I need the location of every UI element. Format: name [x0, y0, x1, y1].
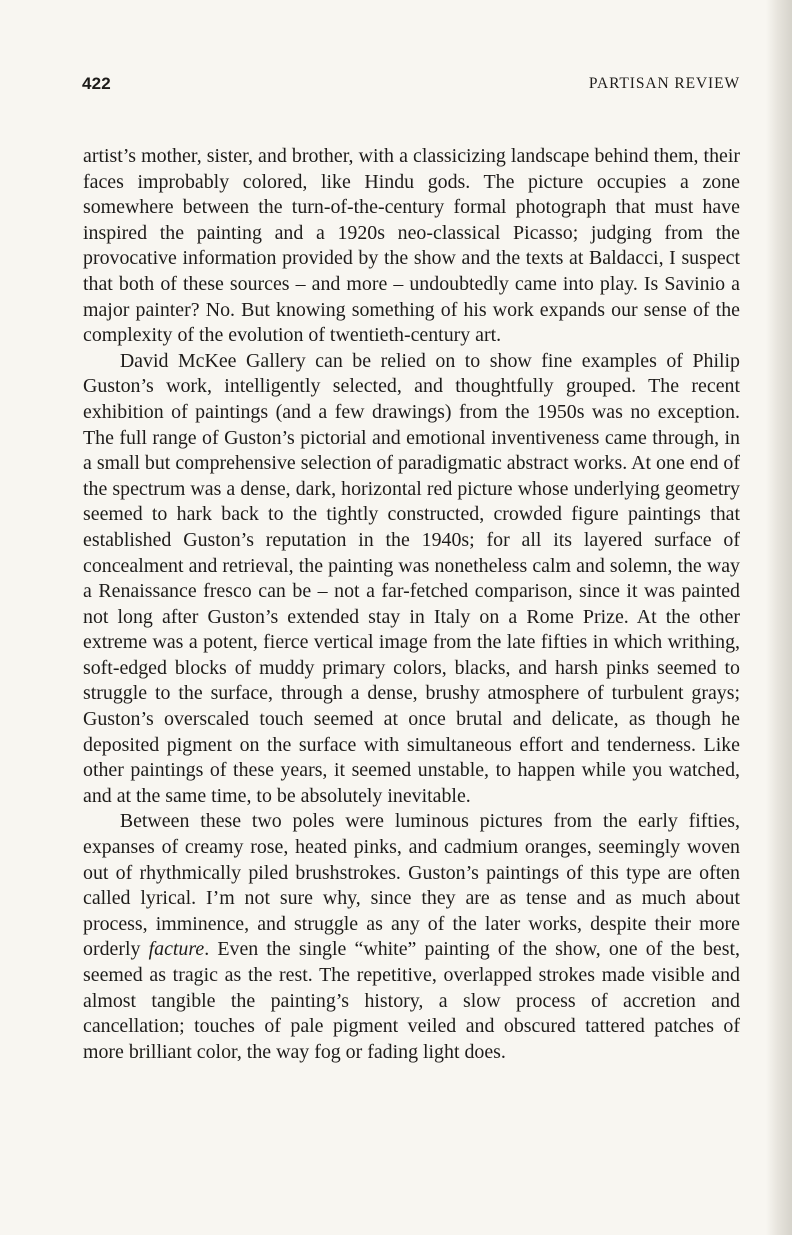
paragraph-early-fifties	[83, 809, 740, 1065]
running-head: PARTISAN REVIEW	[588, 75, 740, 92]
paragraph-guston-mckee: David McKee Gallery can be relied on to show fine examples of Philip Guston’s work, intelligently selected, and thoughtfully grouped. The recent exhibition of paintings (and a few drawings) from the 1950s was no exception. The full range of Guston’s pictorial and emotional inventiveness came through, in a small but comprehensive selection of paradigmatic abstract works. At one end of the spectrum was a dense, dark, horizontal red picture whose underlying geometry seemed to hark back to the tightly constructed, crowded figure paintings that established Guston’s reputation in the 1940s; for all its layered surface of concealment and retrieval, the painting was nonetheless calm and solemn, the way a Renaissance fresco can be – not a far-fetched comparison, since it was painted not long after Guston’s extended stay in Italy on a Rome Prize. At the other extreme was a potent, fierce vertical image from the late fifties in which writhing, soft-edged blocks of muddy primary colors, blacks, and harsh pinks seemed to struggle to the surface, through a dense, brushy atmosphere of turbulent grays; Guston’s overscaled touch seemed at once brutal and delicate, as though he deposited pigment on the surface with simultaneous effort and tenderness. Like other paintings of these years, it seemed unstable, to happen while you watched, and at the same time, to be absolutely inevitable.	[83, 349, 740, 807]
paragraph-text-before: Between these two poles were luminous pictures from the early fifties, expanses of creamy rose, heated pinks, and cadmium oranges, seemingly woven out of rhythmically piled brushstrokes. Guston’s paintings of this type are often called lyrical. I’m not sure why, since they are as tense and as much about process, imminence, and struggle as any of the later works, despite their more orderly	[83, 810, 740, 961]
page-header	[82, 74, 740, 98]
paragraph-continuation: artist’s mother, sister, and brother, with a classicizing landscape behind them, their faces improbably colored, like Hindu gods. The picture occupies a zone somewhere between the turn-of-the-century formal photograph that must have inspired the painting and a 1920s neo-classical Picasso; judging from the provocative information provided by the show and the texts at Baldacci, I suspect that both of these sources – and more – undoubtedly came into play. Is Savinio a major painter? No. But knowing something of his work expands our sense of the complexity of the evolution of twentieth-century art.	[83, 145, 740, 347]
page-number: 422	[82, 74, 111, 93]
italic-term-facture: facture	[148, 938, 205, 961]
paragraph-text-after: . Even the single “white” painting of the show, one of the best, seemed as tragic as the rest. The repetitive, overlapped strokes made visible and almost tangible the painting’s history, a slow process of accretion and cancellation; touches of pale pigment veiled and obscured tattered patches of more brilliant color, the way fog or fading light does.	[83, 938, 740, 1063]
page-edge-shadow	[766, 0, 792, 1235]
article-body	[83, 144, 740, 1065]
